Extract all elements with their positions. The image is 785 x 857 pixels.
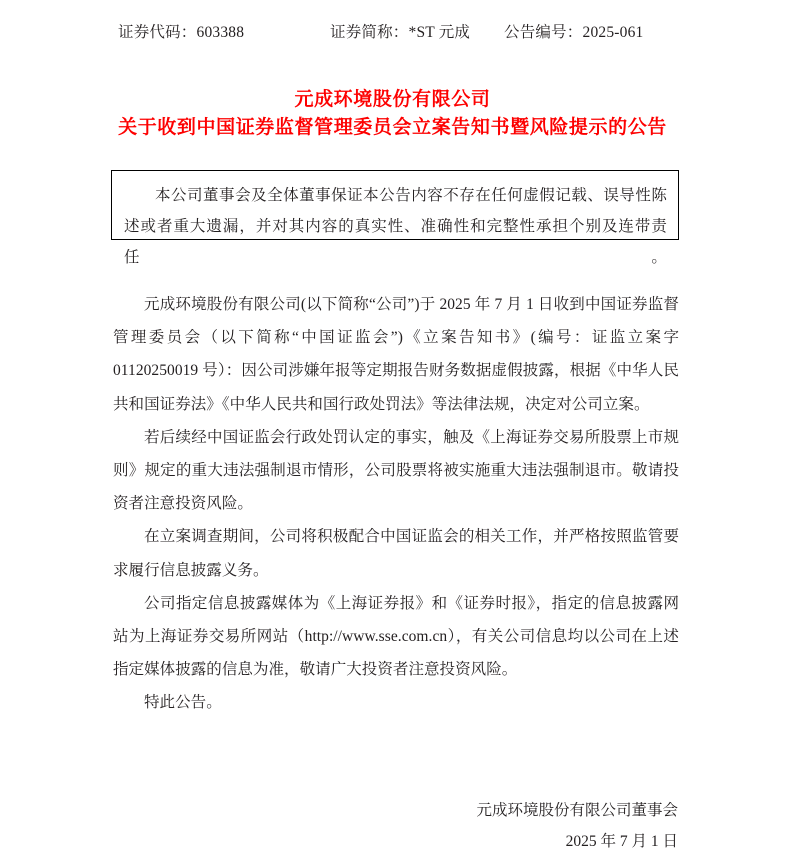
body-paragraph: 公司指定信息披露媒体为《上海证券报》和《证券时报》，指定的信息披露网站为上海证券交易所网站（http://www.sse.com.cn），有关公司信息均以公司在上述指定媒体披露的信息为准，敬请广大投资者注意投资风险。: [113, 594, 679, 679]
signature-block: [476, 795, 678, 857]
body-paragraph: 元成环境股份有限公司(以下简称“公司”)于 2025 年 7 月 1 日收到中国证券监督管理委员会（以下简称“中国证监会”)《立案告知书》(编号：证监立案字 01120250019 号）：因公司涉嫌年报等定期报告财务数据虚假披露，根据《中华人民共和国证券法》《中华人民共和国行政处罚法》等法律法规，决定对公司立案。: [113, 296, 679, 413]
body-paragraph: 若后续经中国证监会行政处罚认定的事实，触及《上海证券交易所股票上市规则》规定的重大违法强制退市情形，公司股票将被实施重大违法强制退市。敬请投资者注意投资风险。: [113, 428, 679, 513]
body-paragraph: 在立案调查期间，公司将积极配合中国证监会的相关工作，并严格按照监管要求履行信息披露义务。: [113, 528, 679, 579]
body-paragraph-closing: 特此公告。: [144, 694, 222, 712]
announcement-subject-title: 关于收到中国证券监督管理委员会立案告知书暨风险提示的公告: [118, 117, 667, 138]
announcement-number: 公告编号：2025-061: [504, 24, 644, 41]
signature-issuer: 元成环境股份有限公司董事会: [476, 802, 678, 819]
disclaimer-text: 本公司董事会及全体董事保证本公告内容不存在任何虚假记载、误导性陈述或者重大遗漏，并对其内容的真实性、准确性和完整性承担个别及连带责任。: [124, 187, 667, 266]
title-block: [0, 86, 785, 142]
company-name-title: 元成环境股份有限公司: [294, 89, 491, 110]
security-abbreviation: 证券简称：*ST 元成: [330, 24, 471, 41]
document-header: [118, 20, 680, 46]
security-code: 证券代码：603388: [118, 24, 245, 41]
signature-date: 2025 年 7 月 1 日: [565, 833, 678, 850]
disclaimer-box: [111, 170, 679, 266]
body-block: [113, 288, 679, 720]
